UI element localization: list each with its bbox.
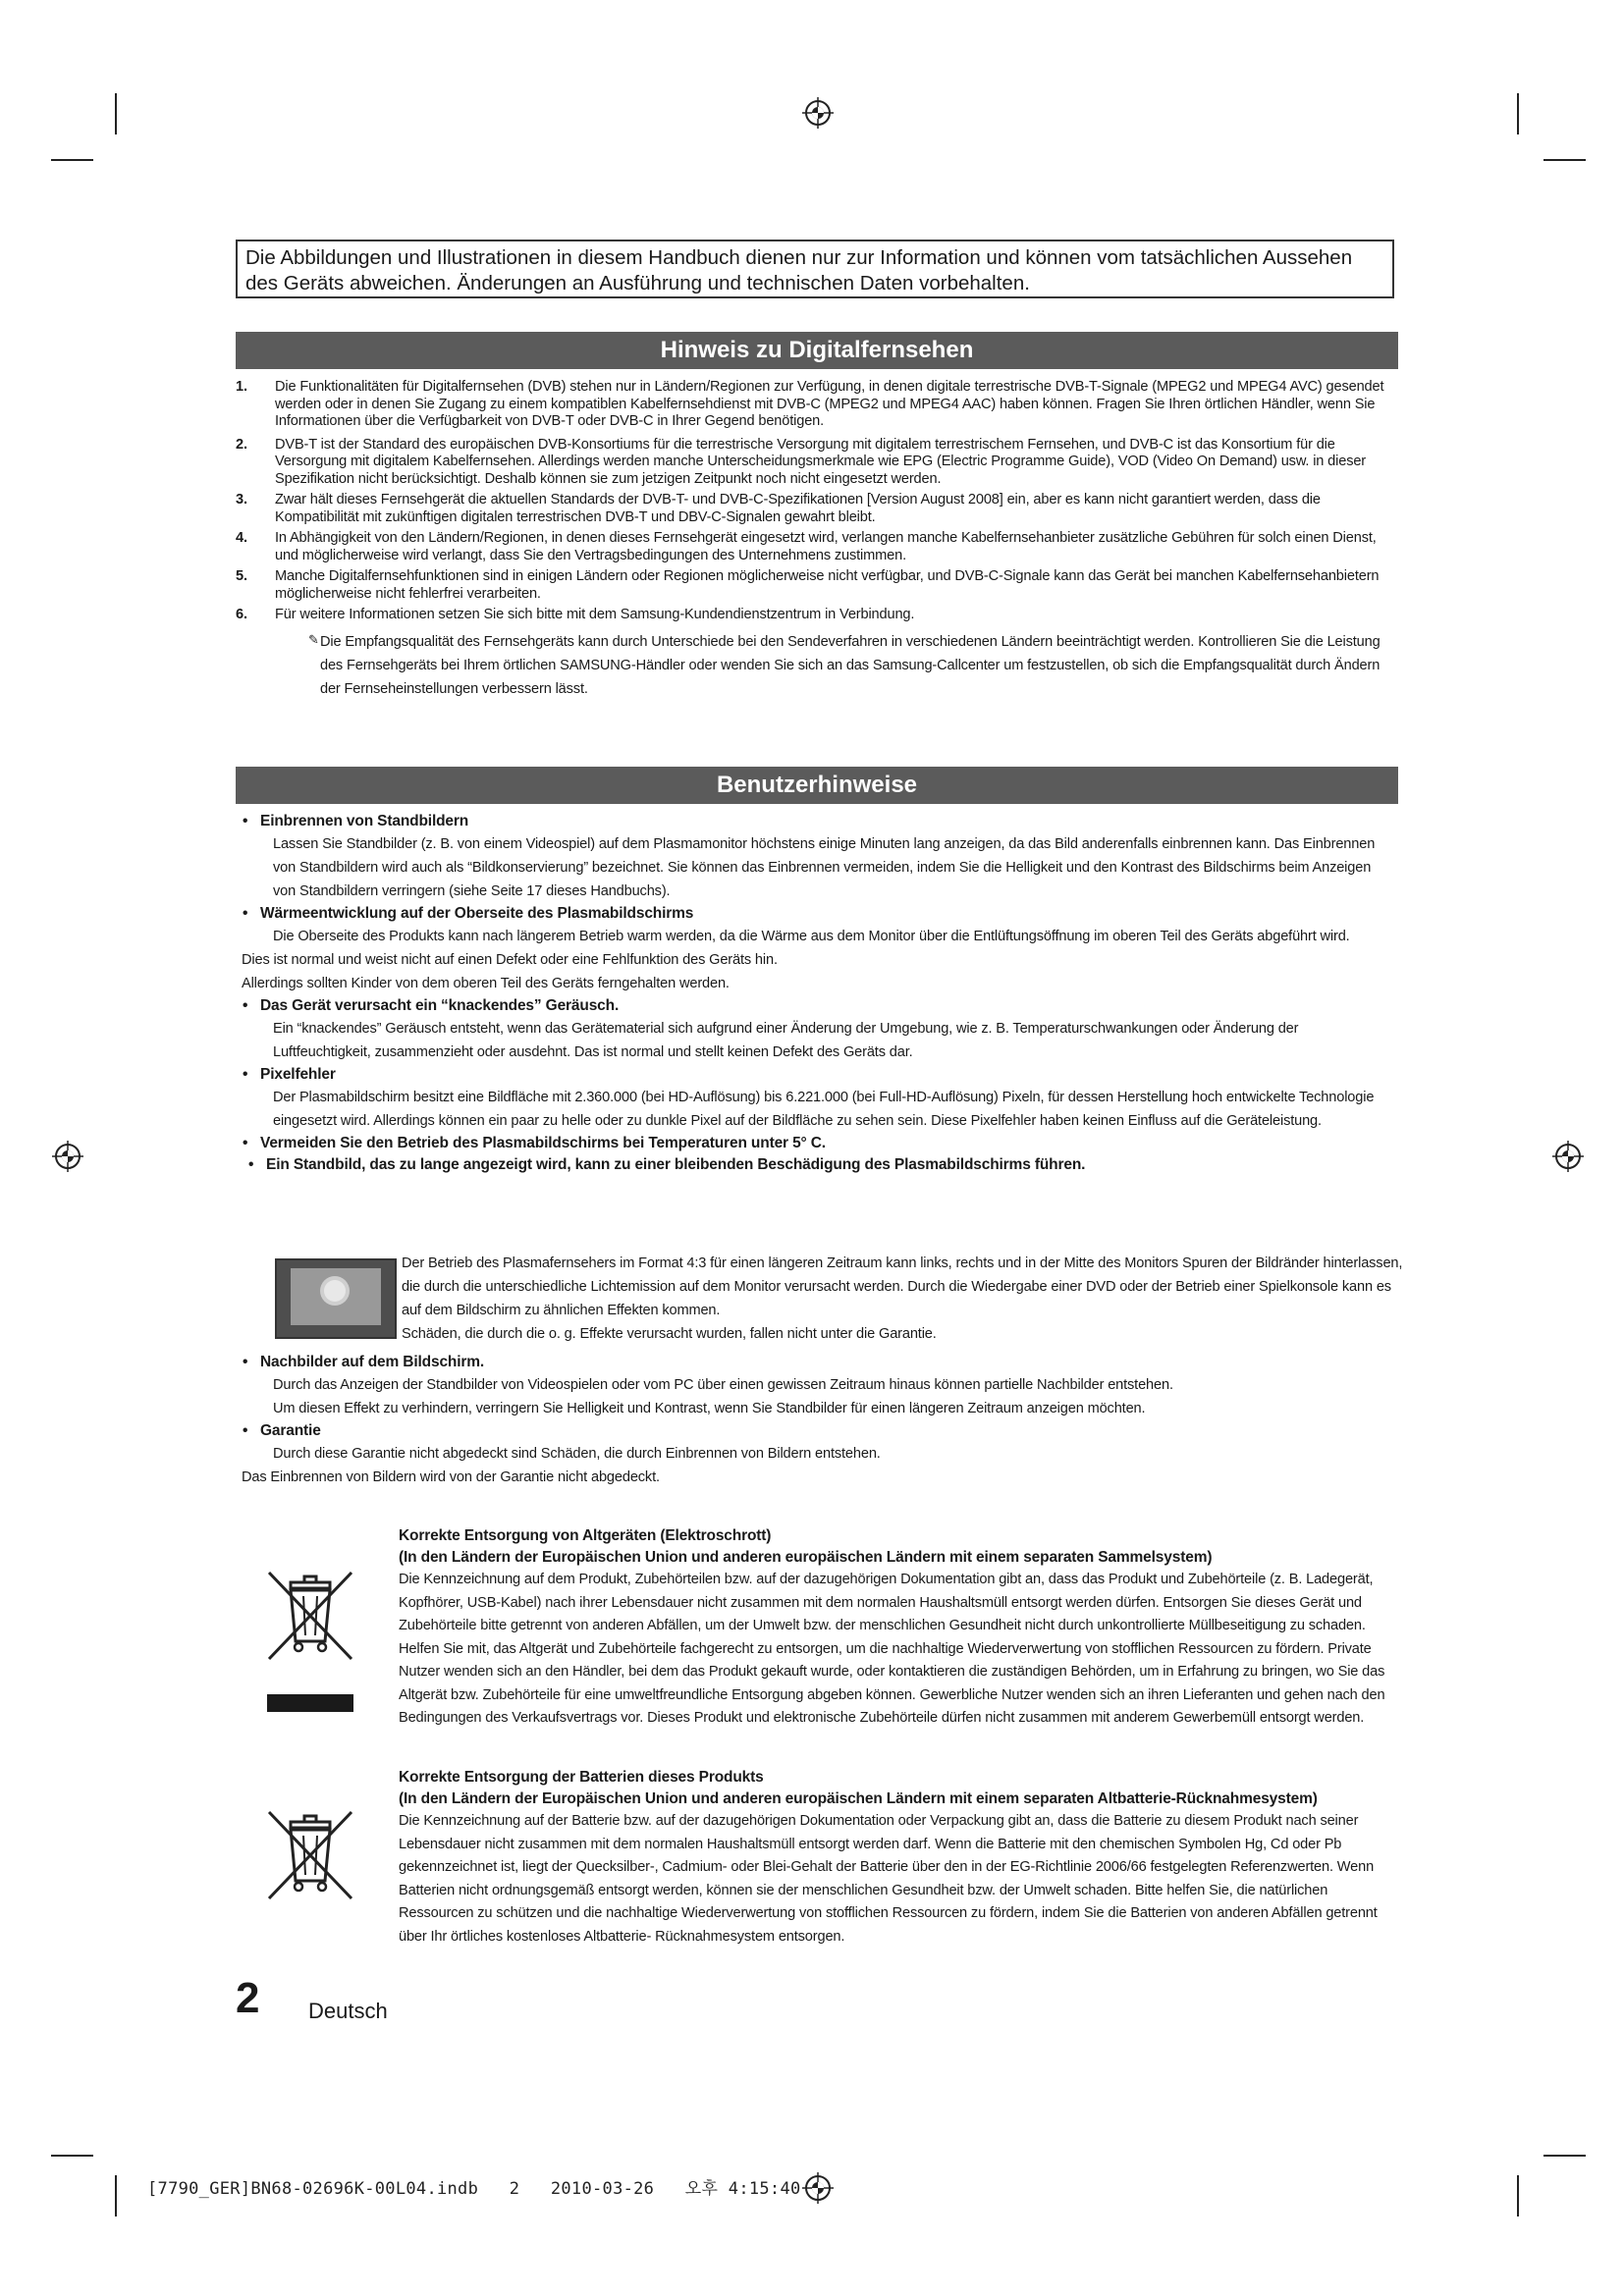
note-icon: ✎	[308, 631, 319, 647]
list-number: 4.	[236, 530, 247, 546]
paragraph: Allerdings sollten Kinder von dem oberen Teil des Geräts ferngehalten werden.	[242, 976, 730, 991]
tv-screen	[291, 1268, 381, 1325]
battery-title: Korrekte Entsorgung der Batterien dieses Produkts	[399, 1769, 764, 1786]
paragraph: Der Betrieb des Plasmafernsehers im Format 4:3 für einen längeren Zeitraum kann links, rechts und in der Mitte des Monitors Spuren der Bildränder hinterlassen, die durch die unterschiedliche Lichtemission auf dem Monitor verursacht werden. Durch die Wiedergabe einer DVD oder der Betrieb einer Spielkonsole kann es auf dem Bildschirm zu ähnlichen Effekten kommen.	[402, 1255, 1403, 1318]
bullet-text: Durch diese Garantie nicht abgedeckt sind Schäden, die durch Einbrennen von Bildern entstehen.	[273, 1446, 881, 1462]
registration-mark-icon	[801, 2171, 835, 2205]
crop-mark-bottom-left-v	[115, 2175, 117, 2216]
list-text: Zwar hält dieses Fernsehgerät die aktuellen Standards der DVB-T- und DVB-C-Spezifikationen [Version August 2008] ein, aber es kann nicht garantiert werden, dass die Kompatibilität mit zukünftigen digitalen terrestrischen DVB-T und DBV-C-Signalen gewahrt bleibt.	[275, 492, 1321, 525]
bullet-heading: • Ein Standbild, das zu lange angezeigt wird, kann zu einer bleibenden Beschädigung des Plasmabildschirms führen.	[248, 1154, 1396, 1176]
bullet-heading: • Vermeiden Sie den Betrieb des Plasmabildschirms bei Temperaturen unter 5° C.	[243, 1133, 1396, 1154]
list-item	[236, 530, 1394, 564]
crop-mark-top-right-h	[1543, 159, 1586, 161]
crop-mark-bottom-left-h	[51, 2155, 93, 2157]
burn-in-description	[402, 1252, 1403, 1346]
battery-text: Die Kennzeichnung auf der Batterie bzw. auf der dazugehörigen Dokumentation oder Verpackung gibt an, dass die Batterie zu diesem Produkt nach seiner Lebensdauer nicht zusammen mit dem normalen Haushaltsmüll entsorgt werden darf. Wenn die Batterie mit den chemischen Symbolen Hg, Cd oder Pb gekennzeichnet ist, liegt der Quecksilber-, Cadmium- oder Blei-Gehalt der Batterie über den in der EG-Richtlinie 2006/66 festgelegten Referenzwerten. Wenn Batterien nicht ordnungsgemäß entsorgt werden, können sie der menschlichen Gesundheit bzw. der Umwelt schaden. Bitte helfen Sie, die natürlichen Ressourcen zu schützen und die nachhaltige Wiederverwertung von stofflichen Ressourcen zu fördern, indem Sie die Batterien von anderen Abfällen getrennt über Ihr örtliches kostenloses Altbatterie- Rücknahmesystem entsorgen.	[399, 1813, 1378, 1945]
bullet-heading: • Wärmeentwicklung auf der Oberseite des Plasmabildschirms	[243, 903, 1396, 925]
bullet-heading: • Einbrennen von Standbildern	[243, 811, 1396, 832]
crop-mark-bottom-right-h	[1543, 2155, 1586, 2157]
list-text: Manche Digitalfernsehfunktionen sind in einigen Ländern oder Regionen möglicherweise nicht verfügbar, und DVB-C-Signale kann das Gerät bei manchen Kabelfernsehanbietern möglicherweise nicht fehlerfrei verarbeiten.	[275, 568, 1380, 602]
tv-burn-in-image	[275, 1258, 397, 1339]
disclaimer-box: Die Abbildungen und Illustrationen in diesem Handbuch dienen nur zur Information und können vom tatsächlichen Aussehen des Geräts abweichen. Änderungen an Ausführung und technischen Daten vorbehalten.	[236, 240, 1394, 298]
user-notes-list-2	[243, 1352, 1396, 1489]
list-item	[236, 437, 1394, 489]
black-bar-marker	[267, 1694, 353, 1712]
list-number: 3.	[236, 492, 247, 507]
user-notes-list	[243, 811, 1396, 1176]
crop-mark-top-left-h	[51, 159, 93, 161]
weee-text: Die Kennzeichnung auf dem Produkt, Zubehörteilen bzw. auf der dazugehörigen Dokumentation gibt an, dass das Produkt und Zubehörteile (z. B. Ladegerät, Kopfhörer, USB-Kabel) nach ihrer Lebensdauer nicht zusammen mit dem normalen Haushaltsmüll entsorgt werden dürfen. Entsorgen Sie dieses Gerät und Zubehörteile bitte getrennt von anderen Abfällen, um der Umwelt bzw. der menschlichen Gesundheit nicht durch unkontrollierte Müllbeseitigung zu schaden. Helfen Sie mit, das Altgerät und Zubehörteile fachgerecht zu entsorgen, um die nachhaltige Wiederverwertung von stofflichen Ressourcen zu fördern. Private Nutzer wenden sich an den Händler, bei dem das Produkt gekauft wurde, oder kontaktieren die zuständigen Behörden, um in Erfahrung zu bringen, wo Sie das Altgerät bzw. Zubehörteile für eine umweltfreundliche Entsorgung abgeben können. Gewerbliche Nutzer wenden sich an ihren Lieferanten und gehen nach den Bedingungen des Verkaufsvertrags vor. Dieses Produkt und elektronische Zubehörteile dürfen nicht zusammen mit anderem Gewerbemüll entsorgt werden.	[399, 1572, 1385, 1726]
digital-tv-list	[236, 379, 1394, 701]
battery-subtitle: (In den Ländern der Europäischen Union und anderen europäischen Ländern mit einem separaten Altbatterie-Rücknahmesystem)	[399, 1790, 1318, 1807]
list-number: 1.	[236, 379, 247, 395]
bullet-text: Die Oberseite des Produkts kann nach längerem Betrieb warm werden, da die Wärme aus dem Monitor über die Entlüftungsöffnung im oberen Teil des Geräts abgeführt wird.	[273, 929, 1350, 944]
note-text: Die Empfangsqualität des Fernsehgeräts kann durch Unterschiede bei den Sendeverfahren in verschiedenen Ländern beeinträchtigt werden. Kontrollieren Sie die Leistung des Fernsehgeräts bei Ihrem örtlichen SAMSUNG-Händler oder wenden Sie sich an das Samsung-Callcenter um festzustellen, ob sich die Empfangsqualität durch Ändern der Fernseheinstellungen verbessern lässt.	[320, 633, 1380, 697]
crossed-bin-icon	[263, 1808, 357, 1916]
bullet-heading: • Das Gerät verursacht ein “knackendes” Geräusch.	[243, 995, 1396, 1017]
list-text: Für weitere Informationen setzen Sie sich bitte mit dem Samsung-Kundendienstzentrum in Verbindung.	[275, 607, 915, 622]
list-item	[236, 492, 1394, 526]
page-language: Deutsch	[308, 1999, 388, 2023]
bullet-text: Um diesen Effekt zu verhindern, verringern Sie Helligkeit und Kontrast, wenn Sie Standbilder für einen längeren Zeitraum anzeigen möchten.	[273, 1401, 1146, 1416]
section-title-digital-tv: Hinweis zu Digitalfernsehen	[236, 332, 1398, 369]
bullet-text: Der Plasmabildschirm besitzt eine Bildfläche mit 2.360.000 (bei HD-Auflösung) bis 6.221.000 (bei Full-HD-Auflösung) Pixeln, für dessen Herstellung hoch entwickelte Technologie eingesetzt wird. Allerdings können ein paar zu helle oder zu dunkle Pixel auf der Bildfläche zu sehen sein. Diese Pixelfehler haben keinen Einfluss auf die Geräteleistung.	[273, 1090, 1375, 1129]
list-number: 6.	[236, 607, 247, 622]
list-number: 5.	[236, 568, 247, 584]
section-title-user-notes: Benutzerhinweise	[236, 767, 1398, 804]
list-number: 2.	[236, 436, 247, 453]
list-text: In Abhängigkeit von den Ländern/Regionen, in denen dieses Fernsehgerät eingesetzt wird, verlangen manche Kabelfernsehanbieter zusätzliche Gebühren für solch einen Dienst, und möglicherweise wird verlangt, dass Sie den Vertragsbedingungen des Unternehmens zustimmen.	[275, 530, 1377, 563]
list-item	[236, 379, 1394, 431]
crop-mark-bottom-right-v	[1517, 2175, 1519, 2216]
crossed-bin-icon	[263, 1569, 357, 1677]
weee-subtitle: (In den Ländern der Europäischen Union und anderen europäischen Ländern mit einem separaten Sammelsystem)	[399, 1549, 1213, 1566]
list-text: Die Funktionalitäten für Digitalfernsehen (DVB) stehen nur in Ländern/Regionen zur Verfügung, in denen digitale terrestrische DVB-T-Signale (MPEG2 und MPEG4 AVC) gesendet werden oder in denen Sie Zugang zu einem kompatiblen Kabelfernsehdienst mit DVB-C (MPEG2 und MPEG4 AAC) haben können. Fragen Sie Ihren örtlichen Händler, wenn Sie Informationen über die Verfügbarkeit von DVB-T oder DVB-C in Ihrer Gegend benötigen.	[275, 379, 1384, 429]
bullet-text: Lassen Sie Standbilder (z. B. von einem Videospiel) auf dem Plasmamonitor höchstens einige Minuten lang anzeigen, da das Bild anderenfalls einbrennen kann. Das Einbrennen von Standbildern wird auch als “Bildkonservierung” bezeichnet. Sie können das Einbrennen vermeiden, indem Sie die Helligkeit und den Kontrast des Bildschirms beim Anzeigen von Standbildern verringern (siehe Seite 17 dieses Handbuchs).	[273, 836, 1376, 899]
flower-image	[324, 1280, 346, 1302]
registration-mark-icon	[801, 96, 835, 130]
list-item	[236, 568, 1394, 603]
paragraph: Das Einbrennen von Bildern wird von der Garantie nicht abgedeckt.	[242, 1469, 660, 1485]
bullet-heading: • Garantie	[243, 1420, 1396, 1442]
battery-section	[399, 1767, 1400, 1949]
bullet-text: Durch das Anzeigen der Standbilder von Videospielen oder vom PC über einen gewissen Zeitraum hinaus können partielle Nachbilder entstehen.	[273, 1377, 1173, 1393]
paragraph: Schäden, die durch die o. g. Effekte verursacht wurden, fallen nicht unter die Garantie.	[402, 1326, 937, 1342]
crop-mark-top-left-v	[115, 93, 117, 134]
note	[236, 630, 1394, 701]
list-text: DVB-T ist der Standard des europäischen DVB-Konsortiums für die terrestrische Versorgung mit digitalem terrestrischem Fernsehen, und DVB-C ist das Konsortium für die Versorgung mit digitalem Kabelfernsehen. Allerdings werden manche Unterscheidungsmerkmale wie EPG (Electric Programme Guide), VOD (Video On Demand) usw. in dieser Spezifikation nicht berücksichtigt. Deshalb können sie zum jetzigen Zeitpunkt noch nicht eingesetzt werden.	[275, 436, 1367, 487]
bullet-heading: • Pixelfehler	[243, 1064, 1396, 1086]
paragraph: Dies ist normal und weist nicht auf einen Defekt oder eine Fehlfunktion des Geräts hin.	[242, 952, 778, 968]
registration-mark-icon	[1551, 1140, 1585, 1173]
bullet-text: Ein “knackendes” Geräusch entsteht, wenn das Gerätematerial sich aufgrund einer Änderung der Umgebung, wie z. B. Temperaturschwankungen oder Änderung der Luftfeuchtigkeit, zusammenzieht oder ausdehnt. Das ist normal und stellt keinen Defekt des Geräts dar.	[273, 1021, 1299, 1060]
registration-mark-icon	[51, 1140, 84, 1173]
weee-section	[399, 1525, 1400, 1731]
crop-mark-top-right-v	[1517, 93, 1519, 134]
weee-title: Korrekte Entsorgung von Altgeräten (Elektroschrott)	[399, 1527, 772, 1544]
list-item	[236, 607, 1394, 624]
page-number: 2	[236, 1974, 260, 2022]
print-slug: [7790_GER]BN68-02696K-00L04.indb 2 2010-03-26 오후 4:15:40	[147, 2179, 801, 2199]
bullet-heading: • Nachbilder auf dem Bildschirm.	[243, 1352, 1396, 1373]
